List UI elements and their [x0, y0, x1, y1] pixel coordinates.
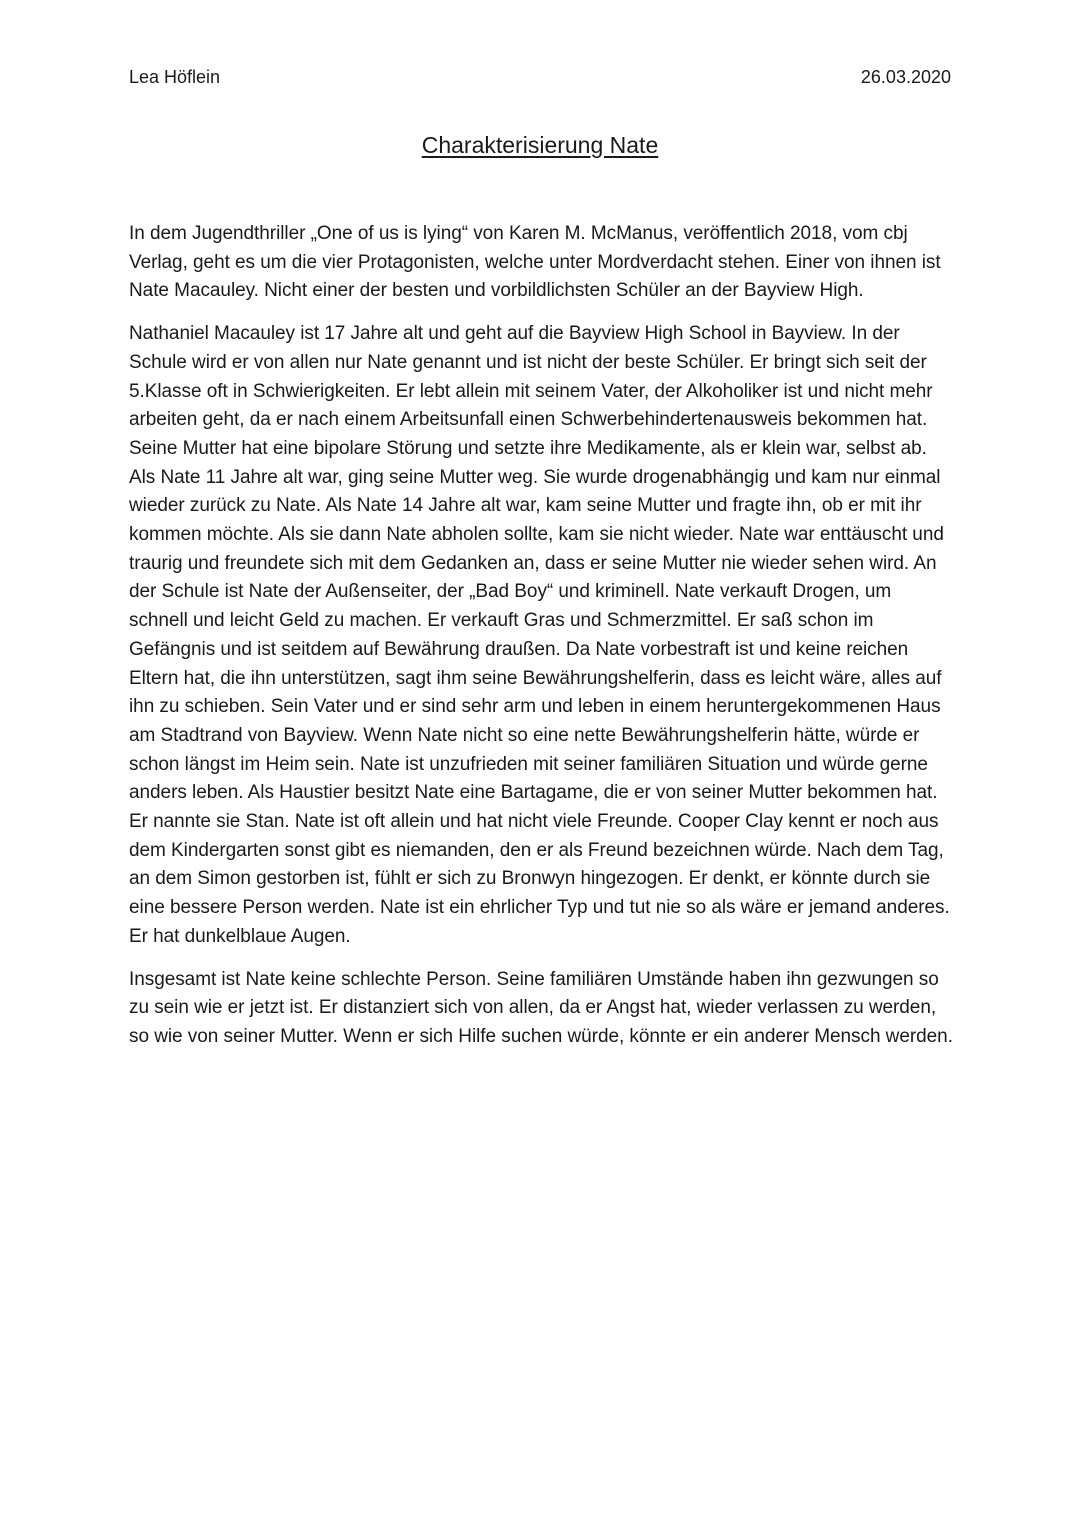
document-header	[129, 66, 951, 88]
document-date: 26.03.2020	[860, 67, 951, 87]
document-body	[129, 220, 953, 1066]
paragraph-conclusion: Insgesamt ist Nate keine schlechte Person. Seine familiären Umstände haben ihn gezwungen so zu sein wie er jetzt ist. Er distanziert sich von allen, da er Angst hat, wieder verlassen zu werden, so wie von seiner Mutter. Wenn er sich Hilfe suchen würde, könnte er ein anderer Mensch werden.	[129, 968, 953, 1047]
document-title: Charakterisierung Nate	[421, 132, 659, 158]
paragraph-introduction: In dem Jugendthriller „One of us is lying“ von Karen M. McManus, veröffentlich 2018, vom cbj Verlag, geht es um die vier Protagonisten, welche unter Mordverdacht stehen. Einer von ihnen ist Nate Macauley. Nicht einer der besten und vorbildlichsten Schüler an der Bayview High.	[129, 223, 941, 302]
paragraph-main: Nathaniel Macauley ist 17 Jahre alt und geht auf die Bayview High School in Bayview. In der Schule wird er von allen nur Nate genannt und ist nicht der beste Schüler. Er bringt sich seit der 5.Klasse oft in Schwierigkeiten. Er lebt allein mit seinem Vater, der Alkoholiker ist und nicht mehr arbeiten geht, da er nach einem Arbeitsunfall einen Schwerbehindertenausweis bekommen hat. Seine Mutter hat eine bipolare Störung und setzte ihre Medikamente, als er klein war, selbst ab. Als Nate 11 Jahre alt war, ging seine Mutter weg. Sie wurde drogenabhängig und kam nur einmal wieder zurück zu Nate. Als Nate 14 Jahre alt war, kam seine Mutter und fragte ihn, ob er mit ihr kommen möchte. Als sie dann Nate abholen sollte, kam sie nicht wieder. Nate war enttäuscht und traurig und freundete sich mit dem Gedanken an, dass er seine Mutter nie wieder sehen wird. An der Schule ist Nate der Außenseiter, der „Bad Boy“ und kriminell. Nate verkauft Drogen, um schnell und leicht Geld zu machen. Er verkauft Gras und Schmerzmittel. Er saß schon im Gefängnis und ist seitdem auf Bewährung draußen. Da Nate vorbestraft ist und keine reichen Eltern hat, die ihn unterstützen, sagt ihm seine Bewährungshelferin, dass es leicht wäre, alles auf ihn zu schieben. Sein Vater und er sind sehr arm und leben in einem heruntergekommenen Haus am Stadtrand von Bayview. Wenn Nate nicht so eine nette Bewährungshelferin hätte, würde er schon längst im Heim sein. Nate ist unzufrieden mit seiner familiären Situation und würde gerne anders leben. Als Haustier besitzt Nate eine Bartagame, die er von seiner Mutter bekommen hat. Er nannte sie Stan. Nate ist oft allein und hat nicht viele Freunde. Cooper Clay kennt er noch aus dem Kindergarten sonst gibt es niemanden, den er als Freund bezeichnen würde. Nach dem Tag, an dem Simon gestorben ist, fühlt er sich zu Bronwyn hingezogen. Er denkt, er könnte durch sie eine bessere Person werden. Nate ist ein ehrlicher Typ und tut nie so als wäre er jemand anderes. Er hat dunkelblaue Augen.	[129, 323, 950, 947]
author-name: Lea Höflein	[129, 67, 221, 87]
